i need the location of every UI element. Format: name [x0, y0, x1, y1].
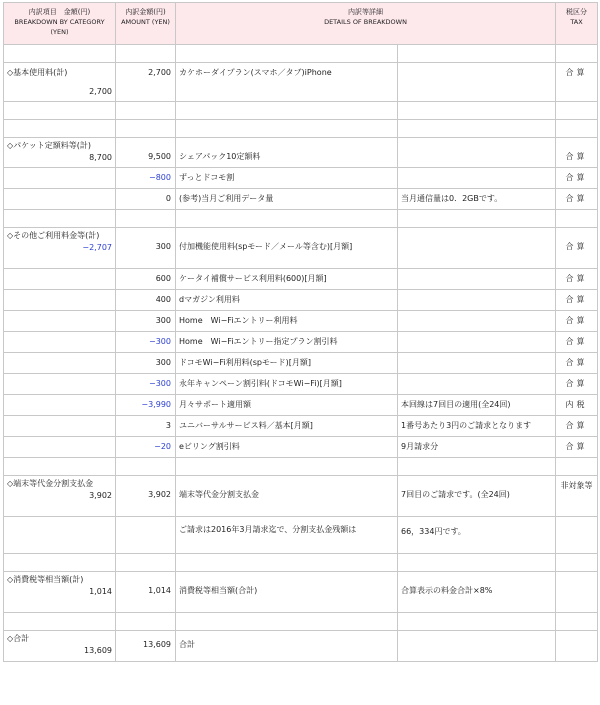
- table-row: [4, 437, 598, 458]
- category-cell: [4, 332, 116, 353]
- header-category: [4, 3, 116, 45]
- header-tax-en: TAX: [570, 18, 583, 26]
- category-cell: [4, 63, 116, 102]
- category-total: 3,902: [89, 491, 112, 500]
- note-cell: 本回線は7回目の適用(全24回): [398, 395, 556, 416]
- detail-cell: 永年キャンペーン割引料(ドコモWi−Fi)[月額]: [176, 374, 398, 395]
- table-row: [4, 189, 598, 210]
- note-cell: 7回目のご請求です。(全24回): [398, 476, 556, 517]
- category-title: ◇パケット定額料等(計): [7, 141, 91, 150]
- category-cell: [4, 572, 116, 613]
- tax-cell: 合算: [556, 332, 598, 353]
- table-body: [4, 45, 598, 662]
- category-cell: [4, 416, 116, 437]
- tax-cell: 合算: [556, 353, 598, 374]
- category-cell: [4, 353, 116, 374]
- table-row: [4, 631, 598, 662]
- category-cell: [4, 290, 116, 311]
- table-row: [4, 572, 598, 613]
- amount-cell: −20: [116, 437, 176, 458]
- note-cell: [398, 138, 556, 168]
- note-cell: [398, 631, 556, 662]
- tax-cell: 合算: [556, 269, 598, 290]
- header-category-jp: 内訳項目 金額(円): [28, 8, 91, 16]
- breakdown-table: [3, 2, 598, 662]
- amount-cell: 300: [116, 353, 176, 374]
- detail-cell: 端末等代金分割支払金: [176, 476, 398, 517]
- header-amount-en: AMOUNT (YEN): [121, 18, 170, 26]
- category-cell: [4, 631, 116, 662]
- detail-cell: (参考)当月ご利用データ量: [176, 189, 398, 210]
- detail-cell: 付加機能使用料(spモード／メール等含む)[月額]: [176, 228, 398, 269]
- header-category-en: BREAKDOWN BY CATEGORY (YEN): [14, 18, 105, 36]
- tax-cell: 合算: [556, 437, 598, 458]
- note-cell: [398, 228, 556, 269]
- detail-cell: ずっとドコモ割: [176, 168, 398, 189]
- note-cell: [398, 353, 556, 374]
- note-cell: [398, 269, 556, 290]
- note-cell: [398, 311, 556, 332]
- category-total: 13,609: [84, 646, 112, 655]
- note-cell: 1番号あたり3円のご請求となります: [398, 416, 556, 437]
- detail-cell: ケータイ補償サービス利用料(600)[月額]: [176, 269, 398, 290]
- tax-cell: 合算: [556, 138, 598, 168]
- table-header-row: [4, 3, 598, 45]
- tax-cell: 内税: [556, 395, 598, 416]
- table-row: [4, 517, 598, 554]
- amount-cell: −300: [116, 332, 176, 353]
- detail-cell: ご請求は2016年3月請求迄で、分割支払金残額は: [176, 517, 398, 554]
- tax-cell: 合算: [556, 290, 598, 311]
- category-cell: [4, 269, 116, 290]
- detail-cell: Home Wi−Fiエントリー利用料: [176, 311, 398, 332]
- detail-cell: ドコモWi−Fi利用料(spモード)[月額]: [176, 353, 398, 374]
- amount-cell: 13,609: [116, 631, 176, 662]
- header-details: [176, 3, 556, 45]
- amount-cell: 600: [116, 269, 176, 290]
- tax-cell: 合算: [556, 189, 598, 210]
- header-amount-jp: 内訳金額(円): [125, 8, 166, 16]
- category-title: ◇合計: [7, 634, 30, 643]
- table-row: [4, 374, 598, 395]
- category-cell: [4, 374, 116, 395]
- category-title: ◇基本使用料(計): [7, 68, 68, 77]
- category-total: 8,700: [89, 153, 112, 162]
- table-row: [4, 138, 598, 168]
- table-row: [4, 228, 598, 269]
- tax-cell: [556, 572, 598, 613]
- note-cell: 合算表示の料金合計×8%: [398, 572, 556, 613]
- table-row: [4, 63, 598, 102]
- tax-cell: [556, 476, 598, 517]
- amount-cell: 3: [116, 416, 176, 437]
- header-tax: [556, 3, 598, 45]
- tax-cell: [556, 631, 598, 662]
- category-cell: [4, 189, 116, 210]
- detail-cell: dマガジン利用料: [176, 290, 398, 311]
- note-cell: [398, 168, 556, 189]
- note-cell: 66，334円です。: [398, 517, 556, 554]
- detail-cell: 月々サポート適用額: [176, 395, 398, 416]
- detail-cell: カケホーダイプラン(スマホ／タブ)iPhone: [176, 63, 398, 102]
- note-cell: 9月請求分: [398, 437, 556, 458]
- note-cell: [398, 374, 556, 395]
- table-row: [4, 395, 598, 416]
- amount-cell: 300: [116, 228, 176, 269]
- category-cell: [4, 228, 116, 269]
- header-details-jp: 内訳等詳細: [348, 8, 383, 16]
- amount-cell: 300: [116, 311, 176, 332]
- category-title: ◇その他ご利用料金等(計): [7, 231, 100, 240]
- note-cell: [398, 332, 556, 353]
- amount-cell: [116, 517, 176, 554]
- note-cell: 当月通信量は0．2GBです。: [398, 189, 556, 210]
- category-total: −2,707: [82, 243, 112, 252]
- tax-cell: 合算: [556, 416, 598, 437]
- category-cell: [4, 311, 116, 332]
- amount-cell: 3,902: [116, 476, 176, 517]
- table-row: [4, 168, 598, 189]
- category-cell: [4, 517, 116, 554]
- amount-cell: 9,500: [116, 138, 176, 168]
- table-row: [4, 290, 598, 311]
- amount-cell: −3,990: [116, 395, 176, 416]
- header-amount: [116, 3, 176, 45]
- tax-cell: 合算: [556, 228, 598, 269]
- detail-cell: 合計: [176, 631, 398, 662]
- header-details-en: DETAILS OF BREAKDOWN: [324, 18, 407, 26]
- amount-cell: 400: [116, 290, 176, 311]
- detail-cell: Home Wi−Fiエントリー指定プラン割引料: [176, 332, 398, 353]
- tax-cell: 合算: [556, 168, 598, 189]
- amount-cell: −800: [116, 168, 176, 189]
- table-row: [4, 269, 598, 290]
- amount-cell: −300: [116, 374, 176, 395]
- tax-value: 非対象等: [560, 481, 593, 490]
- table-row: [4, 311, 598, 332]
- detail-cell: ユニバーサルサービス料／基本[月額]: [176, 416, 398, 437]
- table-row: [4, 476, 598, 517]
- header-tax-jp: 税区分: [566, 8, 588, 16]
- tax-cell: [556, 517, 598, 554]
- category-cell: [4, 437, 116, 458]
- detail-cell: シェアパック10定額料: [176, 138, 398, 168]
- detail-cell: eビリング割引料: [176, 437, 398, 458]
- tax-cell: 合算: [556, 311, 598, 332]
- category-title: ◇端末等代金分割支払金: [7, 479, 94, 488]
- table-row: [4, 416, 598, 437]
- amount-cell: 0: [116, 189, 176, 210]
- category-total: 2,700: [89, 87, 112, 96]
- detail-cell: 消費税等相当額(合計): [176, 572, 398, 613]
- amount-cell: 2,700: [116, 63, 176, 102]
- table-row: [4, 353, 598, 374]
- category-cell: [4, 476, 116, 517]
- table-row: [4, 332, 598, 353]
- tax-cell: 合算: [556, 374, 598, 395]
- category-title: ◇消費税等相当額(計): [7, 575, 84, 584]
- category-cell: [4, 168, 116, 189]
- category-total: 1,014: [89, 587, 112, 596]
- category-cell: [4, 395, 116, 416]
- note-cell: [398, 290, 556, 311]
- note-cell: [398, 63, 556, 102]
- amount-cell: 1,014: [116, 572, 176, 613]
- tax-cell: 合算: [556, 63, 598, 102]
- category-cell: [4, 138, 116, 168]
